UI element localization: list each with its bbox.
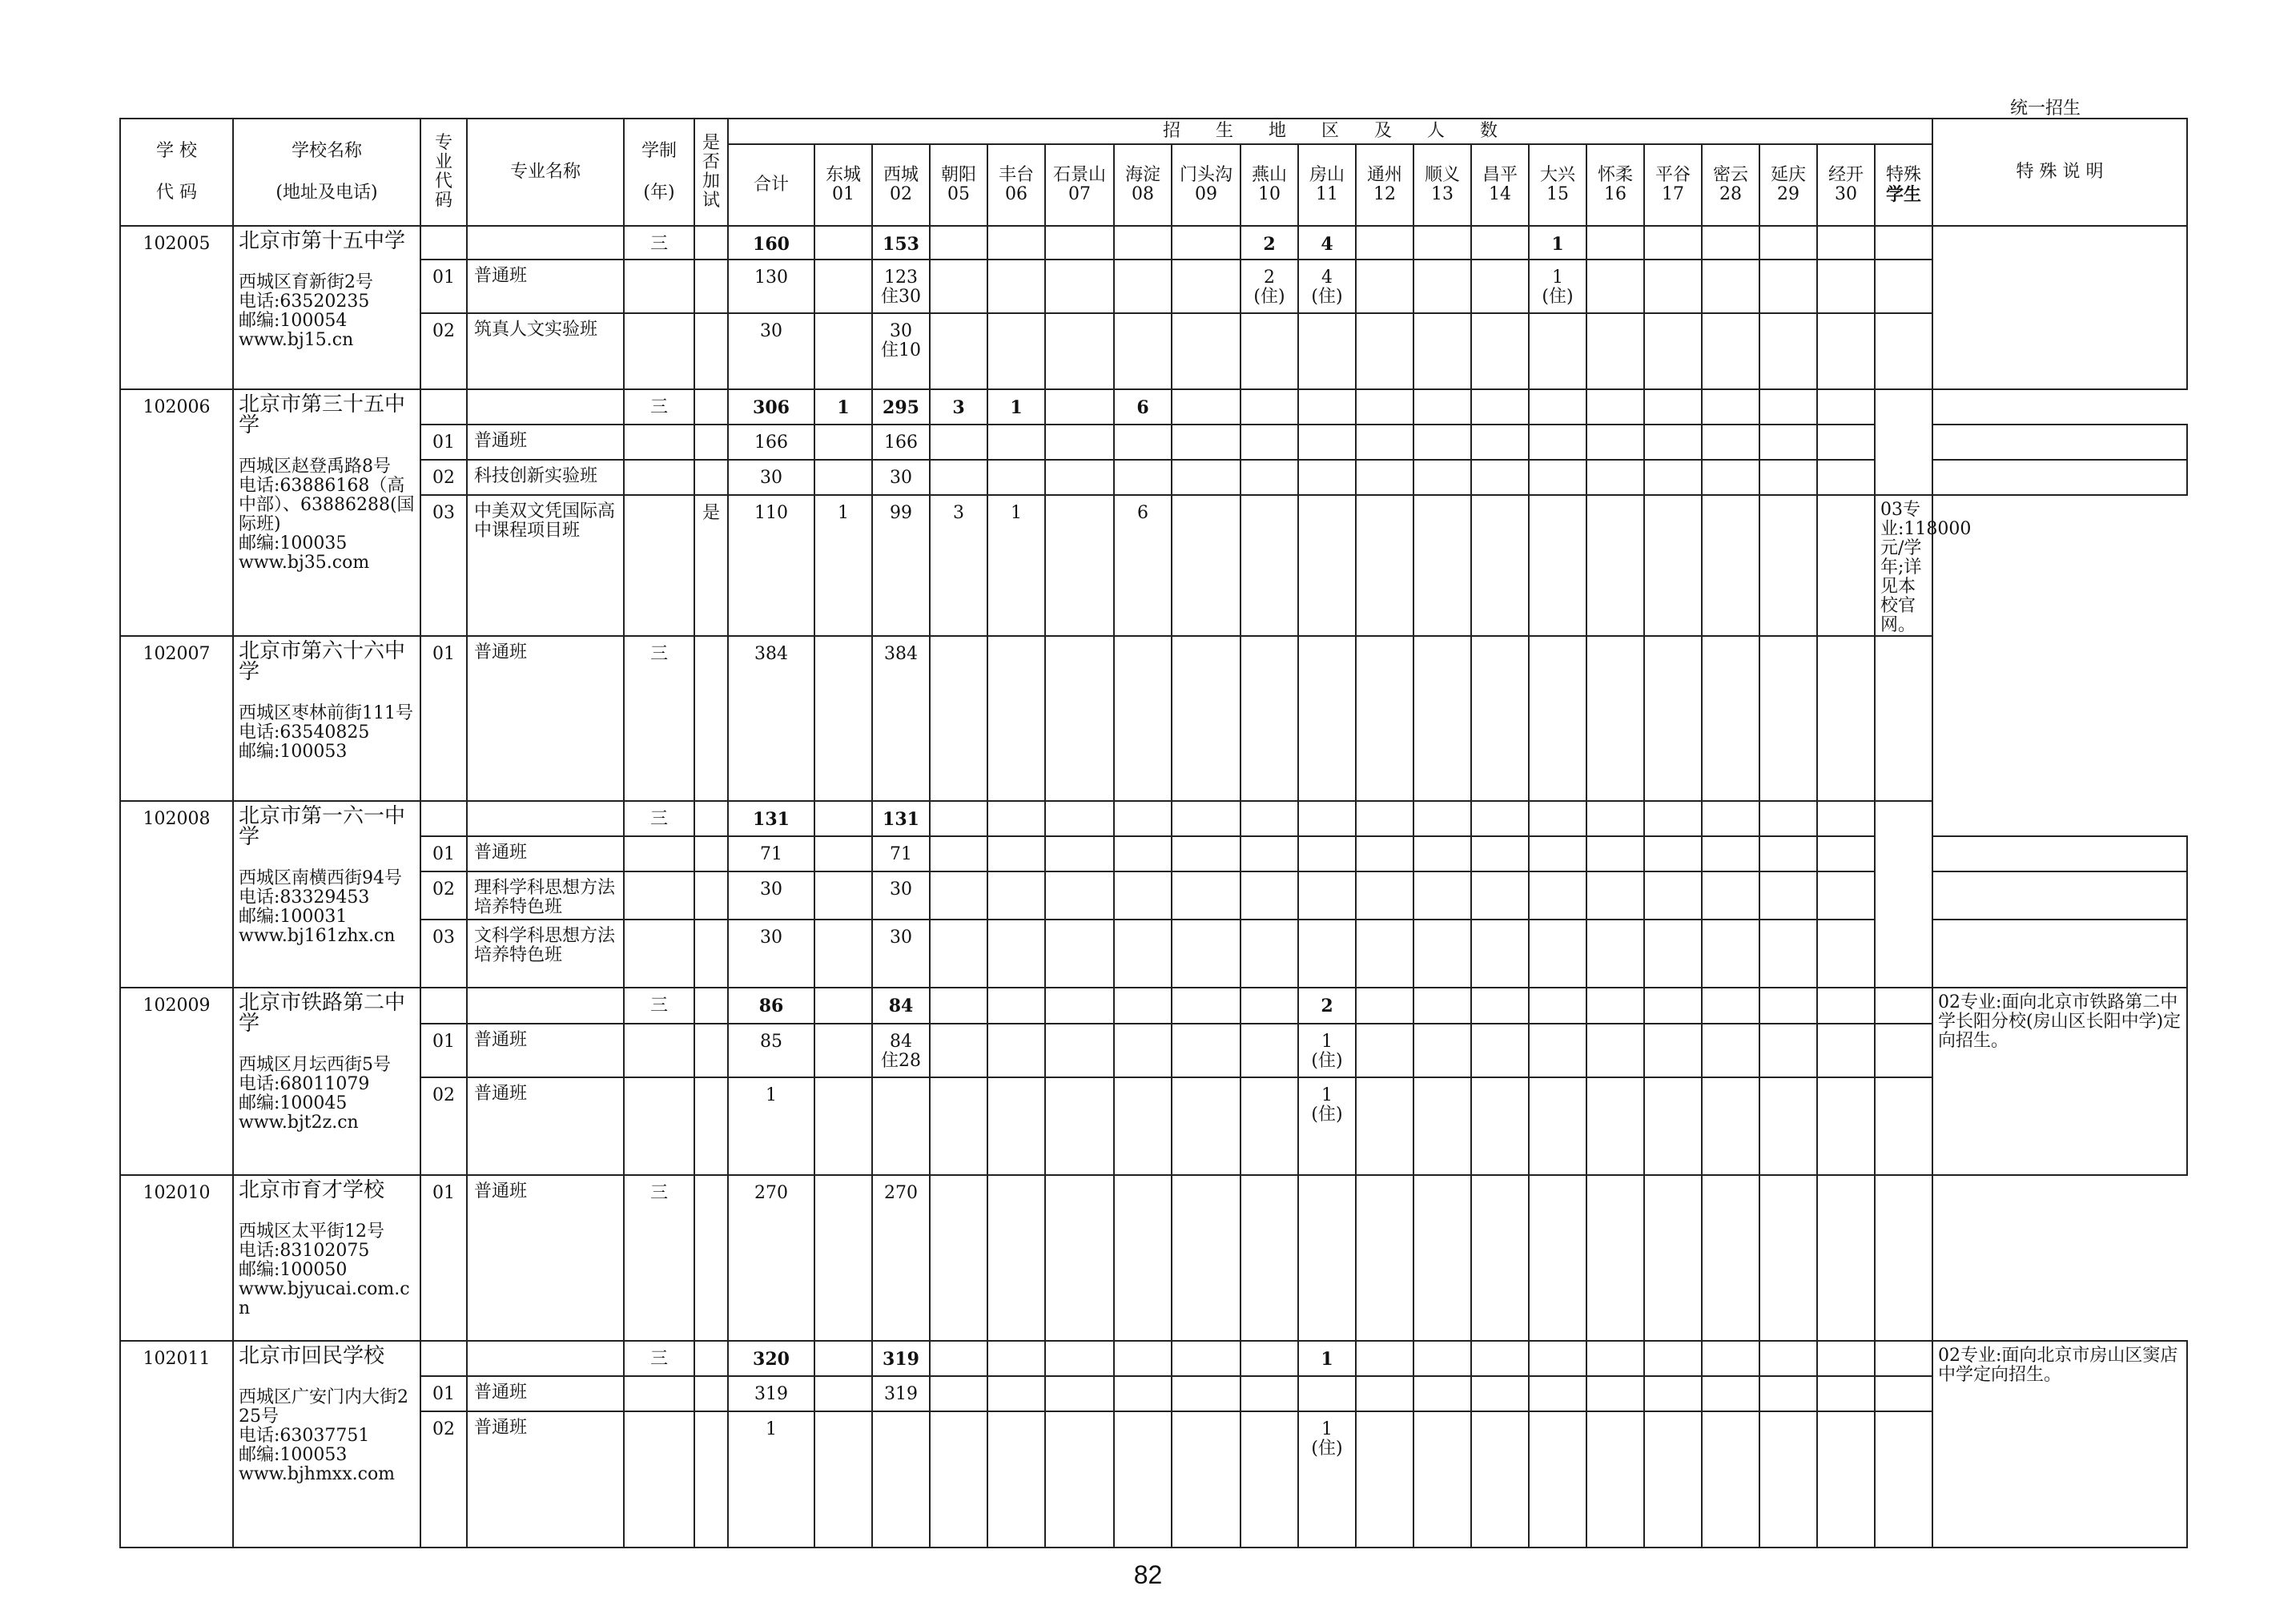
school-cell [233,226,420,389]
col-region-01: 东城 01 [814,144,872,226]
table-row: 102008 北京市第一六一中学 西城区南横西街94号 电话:83329453 邮编:100031 www.bj161zhx.cn 三 131 131 [120,801,2187,836]
school-code: 102006 [120,389,233,636]
special-note: 02专业:面向北京市铁路第二中学长阳分校(房山区长阳中学)定向招生。 [1932,988,2187,1175]
col-region-group: 招 生 地 区 及 人 数 [728,119,1932,144]
table-row: 01 普通班 130 123 住30 2 (住) 4 (住) 1 (住) [120,260,2187,313]
col-region-10: 燕山 10 [1240,144,1298,226]
school-name: 北京市第十五中学 [239,229,406,253]
table-row: 102009 北京市铁路第二中学 西城区月坛西街5号 电话:68011079 邮编:100045 www.bjt2z.cn 三 86 84 2 02专业:面向北京市铁路第二中学长阳分校(房山区长阳中学)定向招生。 [120,988,2187,1024]
school-address: 西城区育新街2号 电话:63520235 邮编:100054 www.bj15.cn [239,272,373,350]
school-address: 西城区赵登禹路8号 电话:63886168（高中部）、63886288(国际班) 邮编:100035 www.bj35.com [239,457,415,573]
col-duration: 学制 (年) [624,119,694,226]
table-row: 102006 北京市第三十五中学 西城区赵登禹路8号 电话:63886168（高中部）、63886288(国际班) 邮编:100035 www.bj35.com 三 306 1 295 3 1 6 [120,389,2187,425]
col-region-02: 西城 02 [872,144,930,226]
col-major-name: 专业名称 [467,119,624,226]
extra-exam-flag: 是 [694,495,728,636]
table-row: 02 科技创新实验班 30 30 [120,460,2187,495]
col-region-13: 顺义 13 [1413,144,1471,226]
table-row: 102011 北京市回民学校 西城区广安门内大街225号 电话:63037751 邮编:100053 www.bjhmxx.com 三 320 319 1 02专业:面向北京市房山区窦店中学定向招生。 [120,1341,2187,1376]
major-name: 普通班 [467,260,624,313]
table-row: 102007 北京市第六十六中学 西城区枣林前街111号 电话:63540825 邮编:100053 01 普通班 三 384 384 [120,636,2187,801]
special-note: 02专业:面向北京市房山区窦店中学定向招生。 [1932,1341,2187,1548]
col-region-special: 特殊 学生 [1875,144,1932,226]
table-row: 03 中美双文凭国际高中课程项目班 是 110 1 99 3 1 6 03专业:118000元/学年;详见本校官网。 [120,495,2187,636]
special-note [1932,226,2187,389]
table-row: 02 普通班 1 1 (住) [120,1077,2187,1175]
table-row: 102005 北京市第十五中学 西城区育新街2号 电话:63520235 邮编:100054 www.bj15.cn 三 160 153 2 4 1 [120,226,2187,260]
table-row: 02 理科学科思想方法培养特色班 30 30 [120,871,2187,920]
page-number: 82 [1133,1560,1163,1589]
col-region-28: 密云 28 [1702,144,1759,226]
school-name: 北京市第三十五中学 [239,392,406,437]
col-region-30: 经开 30 [1817,144,1875,226]
col-region-06: 丰台 06 [987,144,1045,226]
col-region-15: 大兴 15 [1529,144,1586,226]
col-region-16: 怀柔 16 [1586,144,1644,226]
major-name: 筑真人文实验班 [467,313,624,389]
col-region-11: 房山 11 [1298,144,1356,226]
school-cell: 北京市回民学校 西城区广安门内大街225号 电话:63037751 邮编:100053 www.bjhmxx.com [233,1341,420,1548]
col-school-name: 学校名称 (地址及电话) [233,119,420,226]
enrollment-table [119,118,2188,1548]
school-cell: 北京市第六十六中学 西城区枣林前街111号 电话:63540825 邮编:100053 [233,636,420,801]
col-region-05: 朝阳 05 [930,144,987,226]
col-region-09: 门头沟 09 [1172,144,1240,226]
col-region-12: 通州 12 [1356,144,1413,226]
school-cell [233,389,420,636]
school-cell: 北京市铁路第二中学 西城区月坛西街5号 电话:68011079 邮编:100045 www.bjt2z.cn [233,988,420,1175]
table-row: 01 普通班 166 166 [120,425,2187,460]
col-special-notes: 特 殊 说 明 [1932,119,2187,226]
table-row: 01 普通班 85 84 住28 1 (住) [120,1024,2187,1077]
header-note: 统一招生 [2010,99,2081,119]
table-row: 01 普通班 319 319 [120,1376,2187,1411]
col-extra-exam: 是否加试 [694,119,728,226]
table-row: 03 文科学科思想方法培养特色班 30 30 [120,920,2187,988]
col-school-code: 学 校 代 码 [120,119,233,226]
col-region-08: 海淀 08 [1114,144,1172,226]
total-cell: 160 [728,226,814,260]
major-code: 01 [420,260,467,313]
table-row: 01 普通班 71 71 [120,836,2187,871]
school-cell: 北京市育才学校 西城区太平街12号 电话:83102075 邮编:100050 www.bjyucai.com.cn [233,1175,420,1341]
table-row: 02 普通班 1 1 (住) [120,1411,2187,1548]
duration: 三 [624,226,694,260]
major-code: 02 [420,313,467,389]
col-region-17: 平谷 17 [1644,144,1702,226]
col-region-14: 昌平 14 [1471,144,1529,226]
col-total: 合计 [728,144,814,226]
header-row-1 [120,119,2187,144]
col-region-29: 延庆 29 [1759,144,1817,226]
col-region-07: 石景山 07 [1045,144,1114,226]
special-note: 03专业:118000元/学年;详见本校官网。 [1875,495,1932,636]
school-cell: 北京市第一六一中学 西城区南横西街94号 电话:83329453 邮编:100031 www.bj161zhx.cn [233,801,420,988]
col-major-code: 专业代码 [420,119,467,226]
table-row: 102010 北京市育才学校 西城区太平街12号 电话:83102075 邮编:100050 www.bjyucai.com.cn 01 普通班 三 270 270 [120,1175,2187,1341]
table-row: 02 筑真人文实验班 30 30 住10 [120,313,2187,389]
school-code: 102005 [120,226,233,389]
